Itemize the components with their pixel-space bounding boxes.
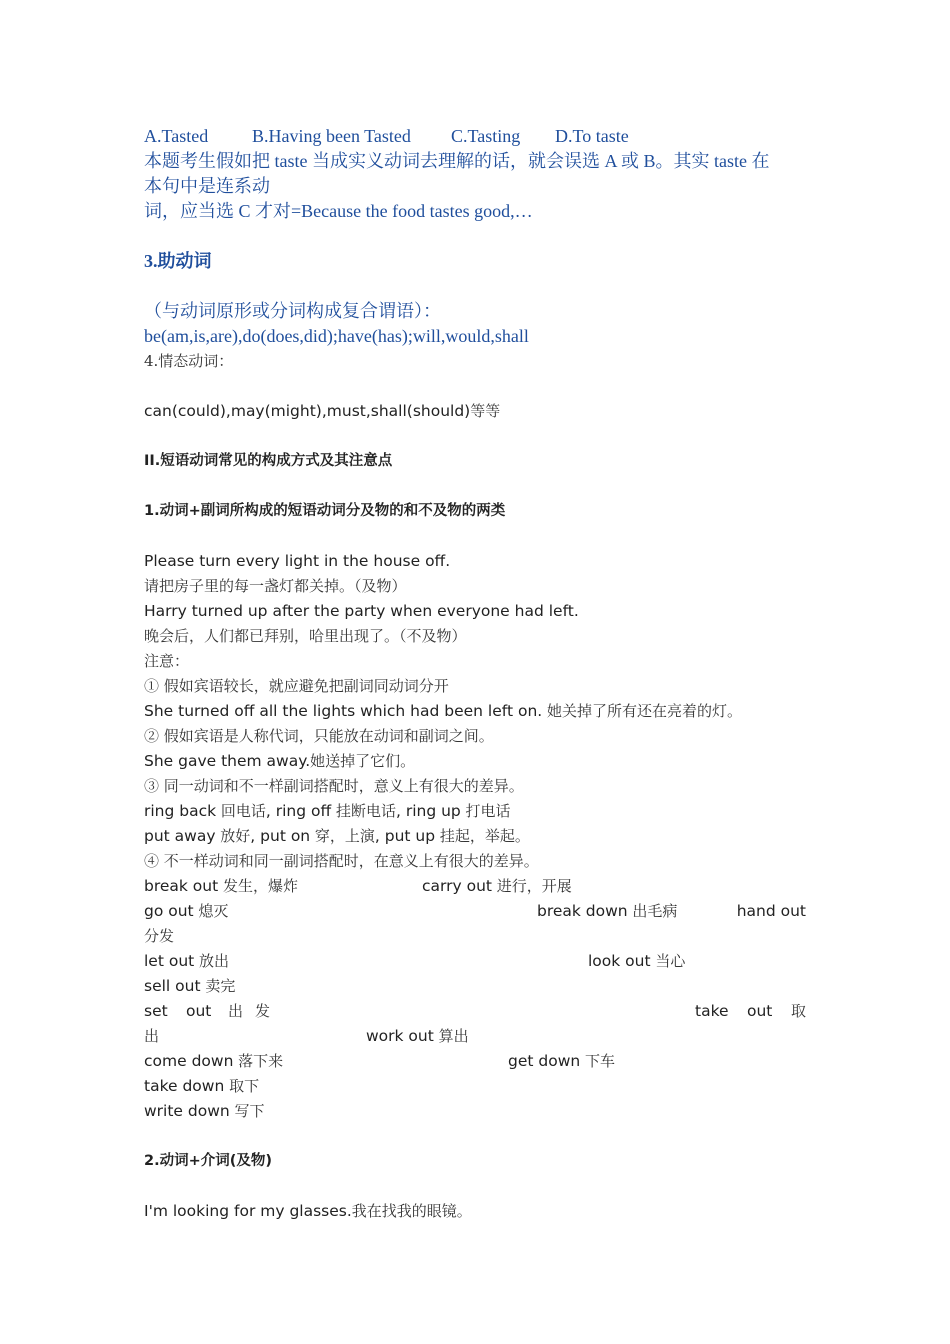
phrase-row-2: go out 熄灭 break down 出毛病 hand out — [144, 902, 806, 920]
hand-out-meaning: 分发 — [144, 927, 175, 945]
sell-out-phrase: sell out 卖完 — [144, 977, 236, 995]
note-1: ① 假如宾语较长，就应避免把副词同动词分开 — [144, 677, 449, 695]
phrase-row-3: let out 放出 look out 当心 — [144, 952, 686, 970]
note-label: 注意： — [144, 652, 190, 670]
section-3-heading: 3.助动词 — [144, 251, 212, 271]
section-4-list: can(could),may(might),must,shall(should)等等 — [144, 402, 501, 420]
note-3: ③ 同一动词和不一样副词搭配时，意义上有很大的差异。 — [144, 777, 524, 795]
answer-options — [144, 124, 806, 149]
explanation-line-3: 词，应当选 C 才对=Because the food tastes good,… — [144, 201, 533, 221]
option-c: C.Tasting — [451, 126, 521, 146]
note-2-example: She gave them away.她送掉了它们。 — [144, 752, 416, 770]
option-d: D.To taste — [555, 126, 629, 146]
example-3: I'm looking for my glasses.我在找我的眼镜。 — [144, 1202, 472, 1220]
write-down-phrase: write down 写下 — [144, 1102, 265, 1120]
phrase-row-1: break out 发生，爆炸 carry out 进行，开展 — [144, 877, 572, 895]
example-2-chinese: 晚会后，人们都已拜别，哈里出现了。（不及物） — [144, 627, 467, 645]
option-b: B.Having been Tasted — [252, 126, 411, 146]
take-down-phrase: take down 取下 — [144, 1077, 260, 1095]
example-2-english: Harry turned up after the party when everyone had left. — [144, 602, 579, 620]
note-4: ④ 不一样动词和同一副词搭配时，在意义上有很大的差异。 — [144, 852, 539, 870]
subsection-2-heading: 2.动词+介词(及物) — [144, 1153, 273, 1169]
part-2-heading: II.短语动词常见的构成方式及其注意点 — [144, 453, 393, 469]
example-1-english: Please turn every light in the house off. — [144, 552, 451, 570]
put-phrases: put away 放好, put on 穿，上演, put up 挂起，举起。 — [144, 827, 530, 845]
section-3-list: be(am,is,are),do(does,did);have(has);will,would,shall — [144, 326, 529, 346]
section-3-description: （与动词原形或分词构成复合谓语）： — [144, 301, 441, 321]
phrase-row-come-get: come down 落下来 get down 下车 — [144, 1052, 615, 1070]
explanation-line-1: 本题考生假如把 taste 当成实义动词去理解的话，就会误选 A 或 B。其实 taste 在 — [144, 151, 770, 171]
subsection-1-heading: 1.动词+副词所构成的短语动词分及物的和不及物的两类 — [144, 503, 506, 519]
section-4-heading: 4.情态动词： — [144, 352, 234, 370]
document-page — [144, 124, 806, 1224]
phrase-row-work: 出 work out 算出 — [144, 1027, 469, 1045]
phrase-row-set-take: set out 出 发 take out 取 — [144, 1002, 806, 1020]
option-a: A.Tasted — [144, 126, 209, 146]
explanation-line-2: 本句中是连系动 — [144, 176, 270, 196]
ring-phrases: ring back 回电话, ring off 挂断电话, ring up 打电话 — [144, 802, 511, 820]
note-1-example: She turned off all the lights which had been left on. 她关掉了所有还在亮着的灯。 — [144, 702, 742, 720]
note-2: ② 假如宾语是人称代词，只能放在动词和副词之间。 — [144, 727, 494, 745]
example-1-chinese: 请把房子里的每一盏灯都关掉。（及物） — [144, 577, 407, 595]
